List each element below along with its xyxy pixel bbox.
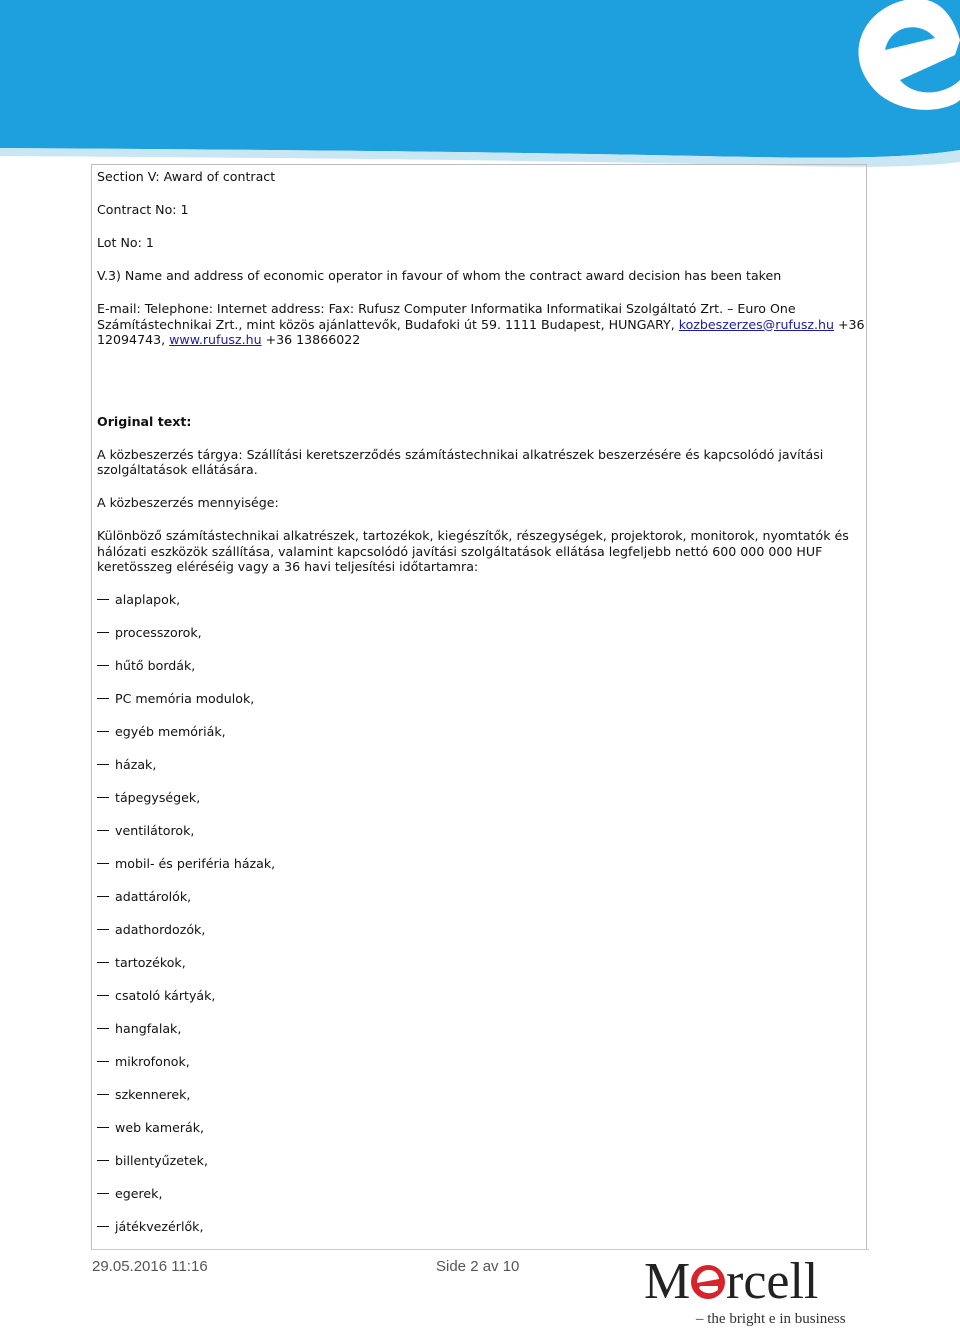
list-item: web kamerák, <box>97 1120 865 1136</box>
list-item: PC memória modulok, <box>97 691 865 707</box>
dash-icon <box>97 1226 109 1227</box>
section-heading: Section V: Award of contract <box>97 169 276 184</box>
contract-number: Contract No: 1 <box>97 202 189 217</box>
dash-icon <box>97 896 109 897</box>
list-item: hűtő bordák, <box>97 658 865 674</box>
list-item: hangfalak, <box>97 1021 865 1037</box>
dash-icon <box>97 632 109 633</box>
quantity-label: A közbeszerzés mennyisége: <box>97 495 279 510</box>
svg-text:M: M <box>644 1253 691 1310</box>
list-item: egyéb memóriák, <box>97 724 865 740</box>
dash-icon <box>97 830 109 831</box>
operator-details <box>97 301 865 348</box>
item-list <box>97 592 865 1235</box>
dash-icon <box>97 1094 109 1095</box>
list-item: processzorok, <box>97 625 865 641</box>
footer-divider <box>91 1249 869 1250</box>
operator-email-link[interactable]: kozbeszerzes@rufusz.hu <box>678 316 834 332</box>
mercell-e-icon <box>691 1265 725 1299</box>
operator-prefix: E-mail: Telephone: Internet address: Fax: Rufusz Computer Informatika Informatikai Szolgáltató Zrt. – Euro One Számítástechnikai Zrt., mint közös ajánlattevők, Budafoki út 59. 1111 Budapest, HUNGARY, <box>97 301 796 332</box>
dash-icon <box>97 863 109 864</box>
list-item: házak, <box>97 757 865 773</box>
v3-heading: V.3) Name and address of economic operator in favour of whom the contract award decision has been taken <box>97 268 782 283</box>
dash-icon <box>97 698 109 699</box>
header-wave-graphic <box>0 0 960 170</box>
dash-icon <box>97 1160 109 1161</box>
list-item: szkennerek, <box>97 1087 865 1103</box>
lot-number: Lot No: 1 <box>97 235 154 250</box>
list-item: adathordozók, <box>97 922 865 938</box>
mercell-logo <box>640 1252 870 1328</box>
list-item: mobil- és periféria házak, <box>97 856 865 872</box>
footer-date: 29.05.2016 11:16 <box>92 1258 208 1275</box>
dash-icon <box>97 929 109 930</box>
operator-phone-1: +36 12094743, <box>97 316 865 347</box>
subject-paragraph: A közbeszerzés tárgya: Szállítási keretszerződés számítástechnikai alkatrészek beszerzésére és kapcsolódó javítási szolgáltatások ellátására. <box>97 446 824 477</box>
operator-website-link[interactable]: www.rufusz.hu <box>169 332 262 347</box>
logo-tagline: – the bright e in business <box>696 1311 846 1327</box>
list-item: adattárolók, <box>97 889 865 905</box>
dash-icon <box>97 764 109 765</box>
dash-icon <box>97 962 109 963</box>
list-item: egerek, <box>97 1186 865 1202</box>
operator-phone-2: +36 13866022 <box>261 332 361 347</box>
list-item: mikrofonok, <box>97 1054 865 1070</box>
header-banner <box>0 0 960 170</box>
footer-page-number: Side 2 av 10 <box>436 1258 520 1275</box>
list-item: alaplapok, <box>97 592 865 608</box>
dash-icon <box>97 665 109 666</box>
list-item: ventilátorok, <box>97 823 865 839</box>
dash-icon <box>97 1193 109 1194</box>
mercell-logo-graphic <box>640 1252 870 1328</box>
dash-icon <box>97 731 109 732</box>
svg-text:rcell: rcell <box>726 1253 819 1310</box>
list-item: tartozékok, <box>97 955 865 971</box>
dash-icon <box>97 995 109 996</box>
original-text-label: Original text: <box>97 413 192 429</box>
dash-icon <box>97 1127 109 1128</box>
dash-icon <box>97 1028 109 1029</box>
document-content <box>97 169 865 1235</box>
dash-icon <box>97 797 109 798</box>
list-item: játékvezérlők, <box>97 1219 865 1235</box>
dash-icon <box>97 599 109 600</box>
list-item: billentyűzetek, <box>97 1153 865 1169</box>
dash-icon <box>97 1061 109 1062</box>
quantity-paragraph: Különböző számítástechnikai alkatrészek, tartozékok, kiegészítők, részegységek, projektorok, monitorok, nyomtatók és hálózati eszközök szállítása, valamint kapcsolódó javítási szolgáltatások ellátása legfeljebb nettó 600 000 000 HUF keretösszeg eléréséig vagy a 36 havi teljesítési időtartamra: <box>97 528 849 574</box>
list-item: tápegységek, <box>97 790 865 806</box>
list-item: csatoló kártyák, <box>97 988 865 1004</box>
